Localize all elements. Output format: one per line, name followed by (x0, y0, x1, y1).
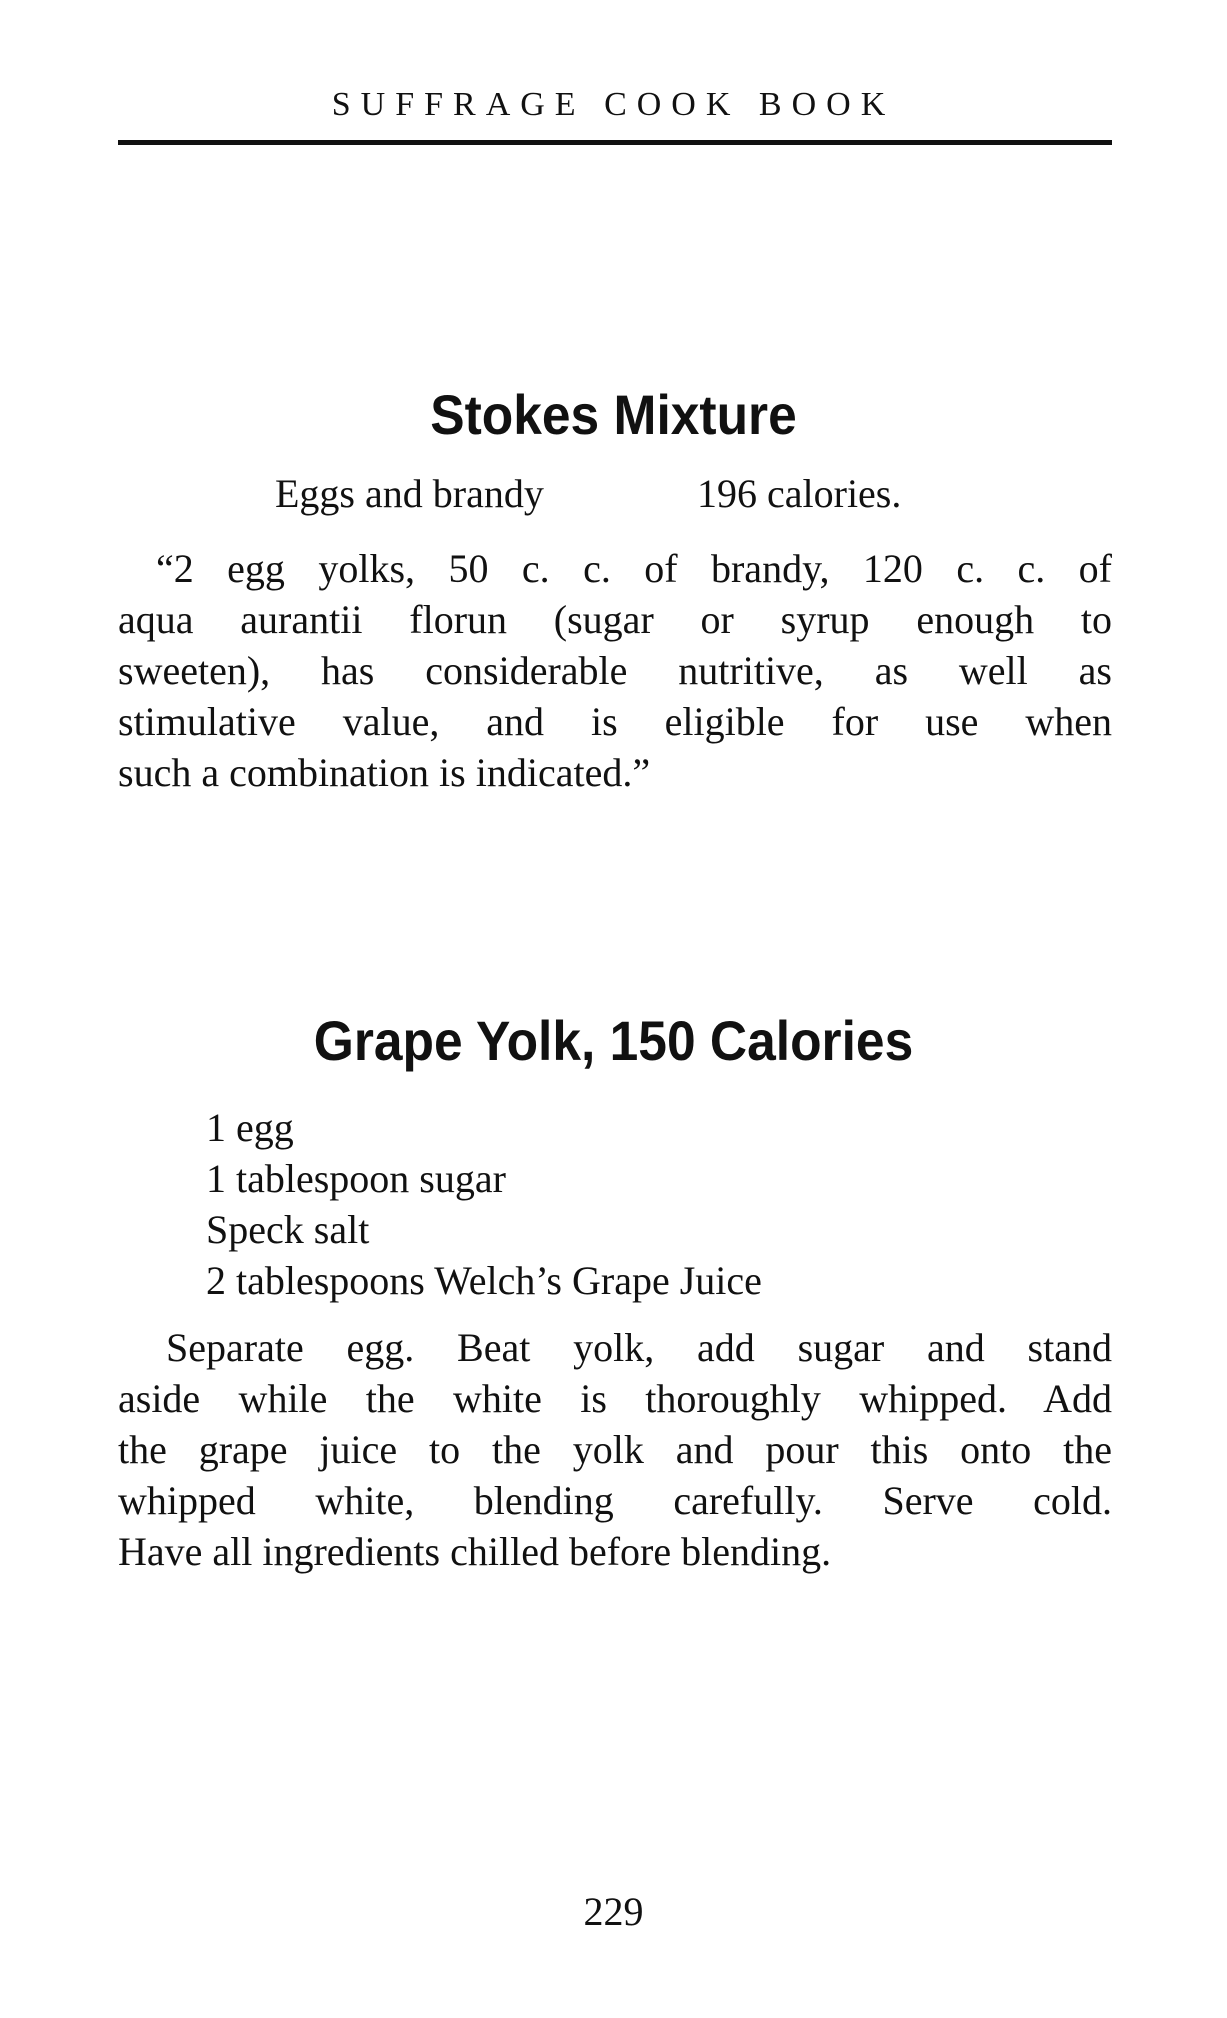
running-head: SUFFRAGE COOK BOOK (331, 86, 896, 123)
ingredient-list (206, 1102, 762, 1306)
paragraph-line: aside while the white is thoroughly whipped. Add (118, 1376, 1112, 1421)
ingredient-item: 1 tablespoon sugar (206, 1156, 506, 1201)
ingredient-item: 2 tablespoons Welch’s Grape Juice (206, 1258, 762, 1303)
ingredient-item: 1 egg (206, 1105, 294, 1150)
paragraph-line: such a combination is indicated.” (118, 750, 651, 795)
paragraph-line: whipped white, blending carefully. Serve cold. (118, 1478, 1112, 1523)
paragraph-line: sweeten), has considerable nutritive, as well as (118, 648, 1112, 693)
paragraph-line: Separate egg. Beat yolk, add sugar and stand (166, 1325, 1112, 1370)
page-number: 229 (583, 1889, 644, 1934)
recipe-description-stokes (118, 543, 1112, 798)
paragraph-line: aqua aurantii florun (sugar or syrup enough to (118, 597, 1112, 642)
paragraph-line: stimulative value, and is eligible for use when (118, 699, 1112, 744)
recipe-title-grape-yolk: Grape Yolk, 150 Calories (313, 1009, 914, 1072)
recipe-title-stokes-mixture: Stokes Mixture (430, 383, 797, 446)
recipe-subtitle-calories: 196 calories. (697, 471, 902, 516)
recipe-directions-grape-yolk (118, 1322, 1112, 1577)
paragraph-line: “2 egg yolks, 50 c. c. of brandy, 120 c. c. of (156, 546, 1112, 591)
recipe-subtitle-ingredients: Eggs and brandy (275, 471, 544, 516)
header-rule (118, 140, 1112, 145)
ingredient-item: Speck salt (206, 1207, 370, 1252)
paragraph-line: the grape juice to the yolk and pour this onto the (118, 1427, 1112, 1472)
paragraph-line: Have all ingredients chilled before blending. (118, 1529, 832, 1574)
